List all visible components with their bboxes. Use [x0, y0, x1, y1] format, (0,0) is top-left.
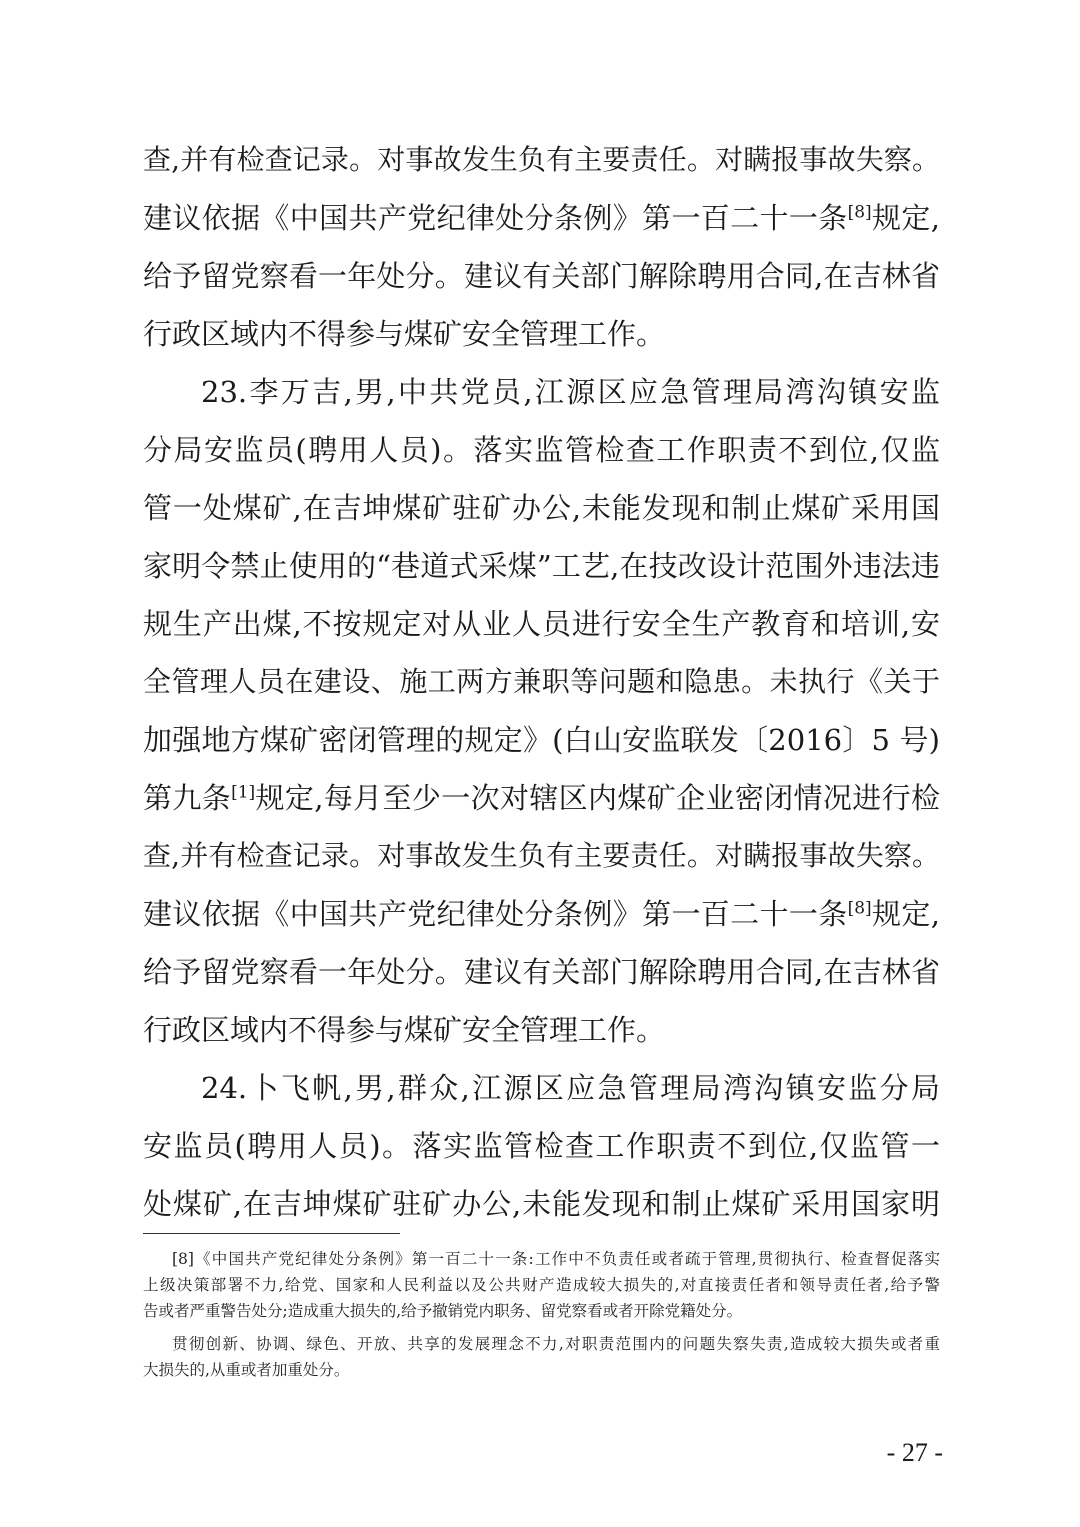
body-line	[143, 198, 940, 238]
body-line	[143, 430, 940, 470]
paragraph-start-24	[201, 1068, 940, 1108]
footnote-text: 告或者严重警告处分;造成重大损失的,给予撤销党内职务、留党察看或者开除党籍处分。	[143, 1302, 743, 1320]
body-text: 给予留党察看一年处分。建议有关部门解除聘用合同,在吉林省	[143, 955, 940, 989]
body-line	[143, 488, 940, 528]
body-text: 建议依据《中国共产党纪律处分条例》第一百二十一条	[143, 897, 848, 931]
footnote-marker: [8]	[847, 202, 872, 223]
body-text: 给予留党察看一年处分。建议有关部门解除聘用合同,在吉林省	[143, 259, 940, 293]
body-line	[143, 256, 940, 296]
body-text: 规生产出煤,不按规定对从业人员进行安全生产教育和培训,安	[143, 607, 940, 641]
footnote-text: 贯彻创新、协调、绿色、开放、共享的发展理念不力,对职责范围内的问题失察失责,造成较大损失或者重	[172, 1335, 940, 1353]
footnote-line	[143, 1273, 940, 1297]
body-text: 查,并有检查记录。对事故发生负有主要责任。对瞒报事故失察。	[143, 839, 940, 872]
body-line	[143, 1010, 940, 1050]
footnote-separator	[143, 1233, 400, 1234]
footnote-line	[143, 1358, 940, 1382]
footnote-line	[172, 1247, 940, 1271]
body-text: 安监员(聘用人员)。落实监管检查工作职责不到位,仅监管一	[143, 1129, 940, 1163]
body-line	[143, 1184, 940, 1224]
body-text: 处煤矿,在吉坤煤矿驻矿办公,未能发现和制止煤矿采用国家明	[143, 1187, 940, 1221]
footnote-text: 上级决策部署不力,给党、国家和人民利益以及公共财产造成较大损失的,对直接责任者和领导责任者,给予警	[143, 1276, 940, 1294]
body-line	[143, 836, 940, 876]
body-line	[143, 314, 940, 354]
footnote-text: [8]《中国共产党纪律处分条例》第一百二十一条:工作中不负责任或者疏于管理,贯彻执行、检查督促落实	[172, 1250, 940, 1268]
body-text: 行政区域内不得参与煤矿安全管理工作。	[143, 317, 666, 351]
body-line	[143, 140, 940, 180]
body-text: 家明令禁止使用的“巷道式采煤”工艺,在技改设计范围外违法违	[143, 549, 940, 583]
body-text: 分局安监员(聘用人员)。落实监管检查工作职责不到位,仅监	[143, 433, 940, 467]
body-text: 规定,	[871, 897, 940, 931]
footnote-text: 大损失的,从重或者加重处分。	[143, 1361, 350, 1379]
page-number: - 27 -	[886, 1438, 943, 1467]
body-line	[143, 778, 940, 818]
body-text: 规定,	[871, 201, 940, 235]
body-text: 行政区域内不得参与煤矿安全管理工作。	[143, 1013, 666, 1047]
footnote-marker: [8]	[847, 898, 872, 919]
footnote-line	[143, 1299, 940, 1323]
body-text: 加强地方煤矿密闭管理的规定》(白山安监联发〔2016〕5 号)	[143, 723, 940, 757]
body-text: 24.卜飞帆,男,群众,江源区应急管理局湾沟镇安监分局	[201, 1071, 940, 1105]
body-line	[143, 1126, 940, 1166]
body-text: 全管理人员在建设、施工两方兼职等问题和隐患。未执行《关于	[143, 665, 940, 698]
body-text: 第九条	[143, 781, 232, 815]
body-line	[143, 894, 940, 934]
body-text: 查,并有检查记录。对事故发生负有主要责任。对瞒报事故失察。	[143, 143, 940, 176]
body-text: 管一处煤矿,在吉坤煤矿驻矿办公,未能发现和制止煤矿采用国	[143, 491, 940, 525]
body-text: 规定,每月至少一次对辖区内煤矿企业密闭情况进行检	[255, 781, 940, 815]
body-line	[143, 604, 940, 644]
body-text: 建议依据《中国共产党纪律处分条例》第一百二十一条	[143, 201, 848, 235]
footnote-line	[172, 1332, 940, 1356]
body-line	[143, 546, 940, 586]
body-line	[143, 720, 940, 760]
paragraph-start-23	[201, 372, 940, 412]
body-text: 23.李万吉,男,中共党员,江源区应急管理局湾沟镇安监	[201, 375, 940, 409]
footnote-marker: [1]	[231, 782, 256, 803]
body-line	[143, 662, 940, 702]
body-line	[143, 952, 940, 992]
